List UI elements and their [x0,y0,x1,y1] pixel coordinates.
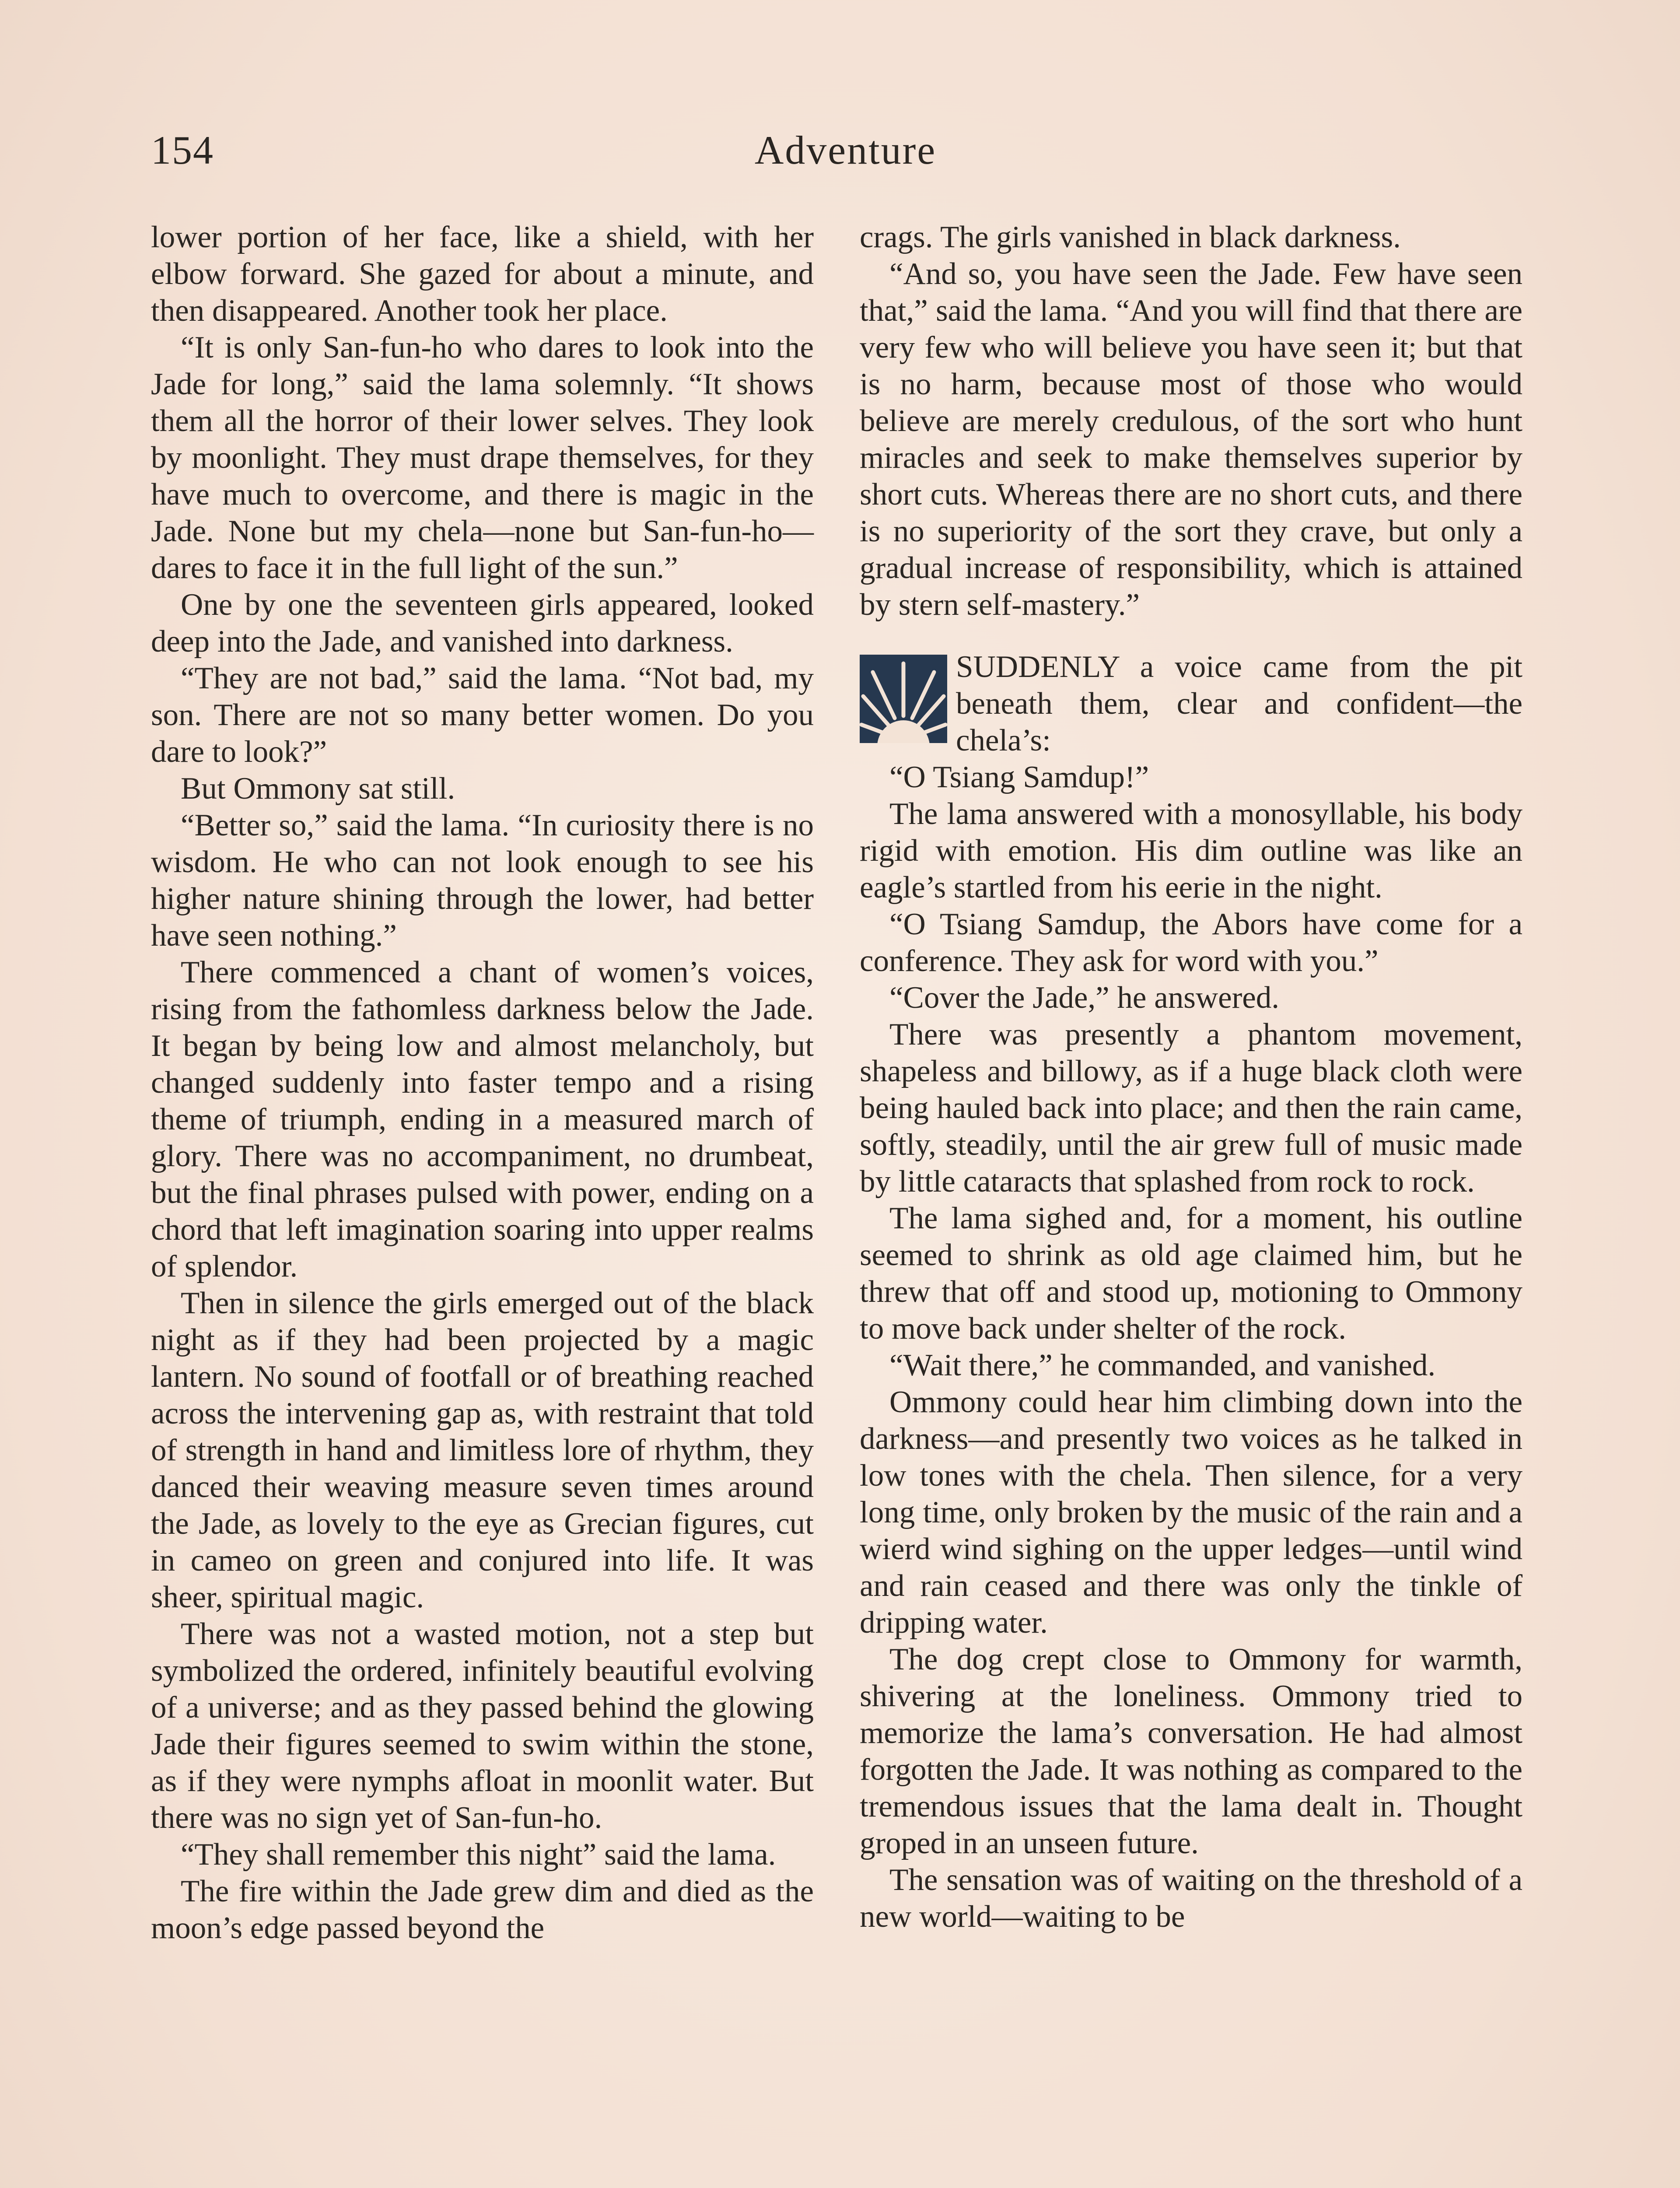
paragraph: The sensation was of waiting on the threshold of a new world—waiting to be [860,1863,1522,1934]
section-after-break [860,649,1522,1935]
paragraph: The fire within the Jade grew dim and died as the moon’s edge passed beyond the [151,1874,814,1945]
page-number: 154 [151,128,214,172]
sunburst-dropcap-icon [860,655,947,743]
paragraph: “Cover the Jade,” he answered. [889,981,1280,1015]
paragraph: “Wait there,” he commanded, and vanished. [889,1348,1436,1382]
paragraph: There was not a wasted motion, not a step but symbolized the ordered, infinitely beautiful evolving of a universe; and as they passed behind the glowing Jade their figures seemed to swim within the stone, as if they were nymphs afloat in moonlit water. But there was no sign yet of San-fun-ho. [151,1617,814,1835]
paragraph: There commenced a chant of women’s voices, rising from the fathomless darkness below the Jade. It began by being low and almost melancholy, but changed suddenly into faster tempo and a rising theme of triumph, ending in a measured march of glory. There was no accompaniment, no drumbeat, but the final phrases pulsed with power, ending on a chord that left imagination soaring into upper realms of splendor. [151,955,814,1283]
paragraph: The lama sighed and, for a moment, his outline seemed to shrink as old age claimed him, but he threw that off and stood up, motioning to Ommony to move back under shelter of the rock. [860,1201,1522,1346]
paragraph: SUDDENLY a voice came from the pit beneath them, clear and confident—the chela’s: [956,650,1522,757]
paragraph: “They are not bad,” said the lama. “Not bad, my son. There are not so many better women. Do you dare to look?” [151,661,814,769]
paragraph: crags. The girls vanished in black darkness. [860,220,1401,254]
paragraph: Ommony could hear him climbing down into the darkness—and presently two voices as he talked in low tones with the chela. Then silence, for a very long time, only broken by the music of the rain and a wierd wind sighing on the upper ledges—until wind and rain ceased and there was only the tinkle of dripping water. [860,1385,1522,1640]
paragraph: “And so, you have seen the Jade. Few have seen that,” said the lama. “And you will find that there are very few who will believe you have seen it; but that is no harm, because most of those who would believe are merely credulous, of the sort who hunt miracles and seek to make themselves superior by short cuts. Whereas there are no short cuts, and there is no superiority of the sort they crave, but only a gradual increase of responsibility, which is attained by stern self-mastery.” [860,257,1522,622]
paragraph: There was presently a phantom movement, shapeless and billowy, as if a huge black cloth were being hauled back into place; and then the rain came, softly, steadily, until the air grew full of music made by little cataracts that splashed from rock to rock. [860,1017,1522,1199]
paragraph: lower portion of her face, like a shield, with her elbow forward. She gazed for about a minute, and then disappeared. Another took her place. [151,220,814,328]
paragraph: The dog crept close to Ommony for warmth, shivering at the loneliness. Ommony tried to memorize the lama’s conversation. He had almost forgotten the Jade. It was nothing as compared to the tremendous issues that the lama dealt in. Thought groped in an unseen future. [860,1642,1522,1860]
paragraph: “They shall remember this night” said the lama. [181,1837,776,1872]
paragraph: “It is only San-fun-ho who dares to look into the Jade for long,” said the lama solemnly. “It shows them all the horror of their lower selves. They look by moonlight. They must drape themselves, for they have much to overcome, and there is magic in the Jade. None but my chela—none but San-fun-ho—dares to face it in the full light of the sun.” [151,330,814,585]
paragraph: One by one the seventeen girls appeared, looked deep into the Jade, and vanished into darkness. [151,588,814,659]
running-head [151,127,1540,175]
right-column-before-break [860,219,1522,623]
right-column [860,219,1522,1935]
right-column-after-break [860,649,1522,1935]
paragraph: “O Tsiang Samdup!” [889,760,1149,794]
paragraph: Then in silence the girls emerged out of the black night as if they had been projected by a magic lantern. No sound of footfall or of breathing reached across the intervening gap as, with restraint that told of strength in hand and limitless lore of rhythm, they danced their weaving measure seven times around the Jade, as lovely to the eye as Grecian figures, cut in cameo on green and conjured into life. It was sheer, spiritual magic. [151,1286,814,1614]
journal-title: Adventure [754,128,937,172]
left-column [151,219,814,1946]
paragraph: “O Tsiang Samdup, the Abors have come for a conference. They ask for word with you.” [860,907,1522,978]
paragraph: “Better so,” said the lama. “In curiosity there is no wisdom. He who can not look enough to see his higher nature shining through the lower, had better have seen nothing.” [151,808,814,953]
paragraph: But Ommony sat still. [181,771,455,806]
paragraph: The lama answered with a monosyllable, his body rigid with emotion. His dim outline was like an eagle’s startled from his eerie in the night. [860,797,1522,905]
